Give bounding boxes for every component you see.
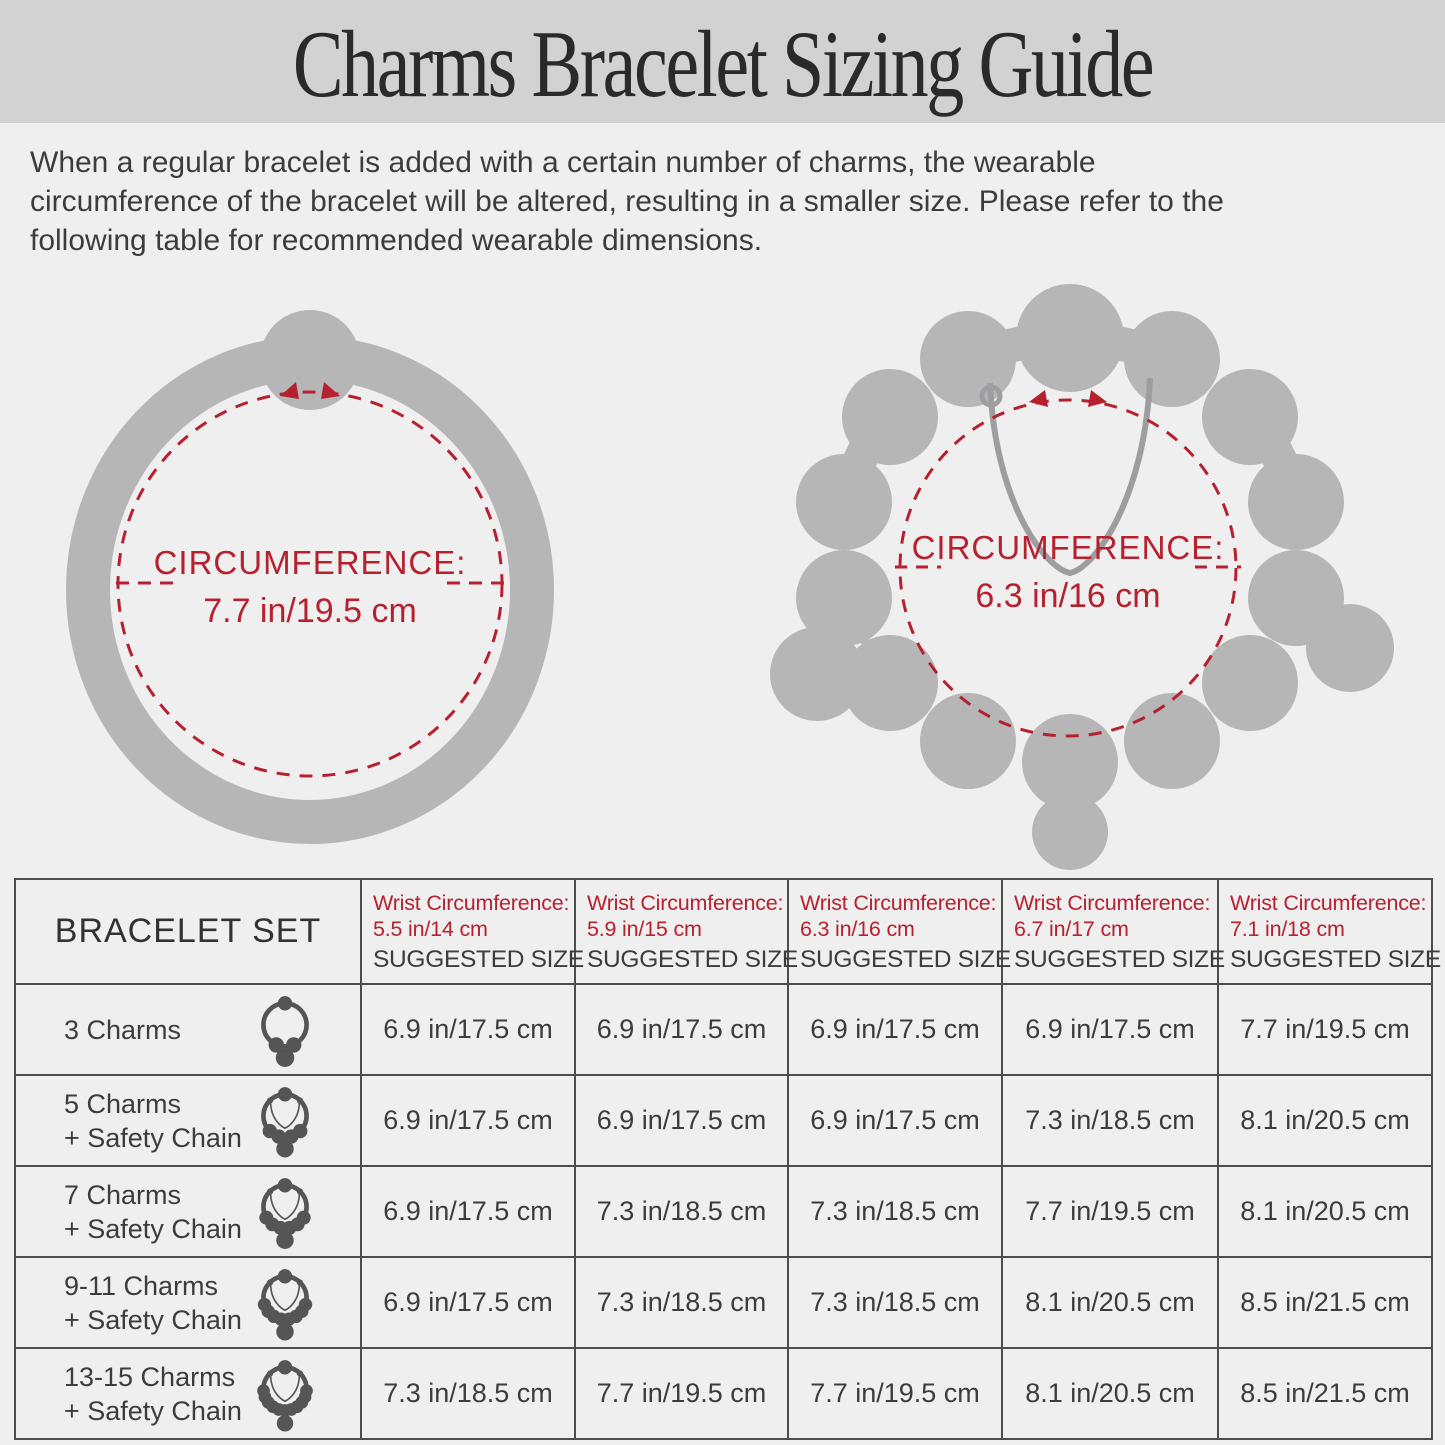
intro-line: circumference of the bracelet will be altered, resulting in a smaller size. Please refer to the bbox=[30, 185, 1224, 218]
suggested-size-label: SUGGESTED SIZE bbox=[800, 946, 1011, 973]
page-title: Charms Bracelet Sizing Guide bbox=[292, 11, 1153, 117]
column-header-5 bbox=[1218, 879, 1441, 984]
size-cell: 7.3 in/18.5 cm bbox=[361, 1348, 575, 1439]
circumference-dashed-circle bbox=[118, 392, 502, 776]
bracelet-9-11-charms-icon bbox=[254, 1265, 316, 1341]
table-row bbox=[15, 1257, 1432, 1348]
column-header-bracelet-set: BRACELET SET bbox=[15, 879, 361, 984]
size-cell: 7.3 in/18.5 cm bbox=[575, 1257, 788, 1348]
size-cell: 6.9 in/17.5 cm bbox=[361, 1257, 575, 1348]
intro-text bbox=[30, 143, 1429, 260]
bracelet-set-cell bbox=[15, 1166, 361, 1257]
size-cell: 6.9 in/17.5 cm bbox=[575, 984, 788, 1075]
wrist-circumference-label: Wrist Circumference: bbox=[1014, 891, 1211, 915]
size-cell: 6.9 in/17.5 cm bbox=[361, 1166, 575, 1257]
wrist-circumference-value: 5.5 in/14 cm bbox=[373, 917, 488, 941]
size-cell: 8.5 in/21.5 cm bbox=[1218, 1348, 1432, 1439]
bracelet-ring bbox=[88, 358, 532, 822]
table-row bbox=[15, 1348, 1432, 1439]
size-cell: 8.1 in/20.5 cm bbox=[1218, 1166, 1432, 1257]
bracelet-set-label: 5 Charms + Safety Chain bbox=[64, 1088, 242, 1153]
size-cell: 6.9 in/17.5 cm bbox=[361, 984, 575, 1075]
suggested-size-label: SUGGESTED SIZE bbox=[587, 946, 798, 973]
table-header-row bbox=[15, 879, 1432, 984]
column-header-1 bbox=[361, 879, 584, 984]
wrist-circumference-label: Wrist Circumference: bbox=[587, 891, 784, 915]
column-header-4 bbox=[1002, 879, 1225, 984]
bracelet-set-label: 7 Charms + Safety Chain bbox=[64, 1179, 242, 1244]
header-banner bbox=[0, 0, 1445, 123]
circumference-value: 6.3 in/16 cm bbox=[975, 577, 1161, 615]
wrist-circumference-value: 5.9 in/15 cm bbox=[587, 917, 702, 941]
bracelet-7-charms-icon bbox=[254, 1174, 316, 1250]
bracelet-set-cell bbox=[15, 984, 361, 1075]
charm-bracelet-figure bbox=[745, 278, 1400, 870]
size-cell: 7.7 in/19.5 cm bbox=[1218, 984, 1432, 1075]
wrist-circumference-label: Wrist Circumference: bbox=[800, 891, 997, 915]
plain-bracelet-figure bbox=[60, 282, 570, 872]
size-cell: 7.7 in/19.5 cm bbox=[1002, 1166, 1218, 1257]
bracelet-set-cell bbox=[15, 1075, 361, 1166]
bracelet-clasp bbox=[260, 310, 360, 410]
circumference-label: CIRCUMFERENCE: bbox=[153, 544, 467, 581]
size-cell: 7.7 in/19.5 cm bbox=[575, 1348, 788, 1439]
table-row bbox=[15, 1075, 1432, 1166]
bracelet-13-15-charms-icon bbox=[254, 1356, 316, 1432]
size-cell: 7.7 in/19.5 cm bbox=[788, 1348, 1002, 1439]
size-cell: 6.9 in/17.5 cm bbox=[575, 1075, 788, 1166]
circumference-label: CIRCUMFERENCE: bbox=[911, 529, 1225, 566]
table-row bbox=[15, 984, 1432, 1075]
intro-line: following table for recommended wearable dimensions. bbox=[30, 224, 763, 257]
size-cell: 6.9 in/17.5 cm bbox=[788, 984, 1002, 1075]
column-header-2 bbox=[575, 879, 798, 984]
wrist-circumference-value: 7.1 in/18 cm bbox=[1230, 917, 1345, 941]
wrist-circumference-label: Wrist Circumference: bbox=[373, 891, 570, 915]
size-cell: 8.1 in/20.5 cm bbox=[1002, 1257, 1218, 1348]
size-cell: 7.3 in/18.5 cm bbox=[788, 1257, 1002, 1348]
bracelet-set-label: 13-15 Charms + Safety Chain bbox=[64, 1361, 242, 1426]
size-cell: 7.3 in/18.5 cm bbox=[788, 1166, 1002, 1257]
size-cell: 6.9 in/17.5 cm bbox=[788, 1075, 1002, 1166]
size-cell: 8.1 in/20.5 cm bbox=[1002, 1348, 1218, 1439]
bracelet-set-cell bbox=[15, 1348, 361, 1439]
bracelet-5-charms-icon bbox=[254, 1083, 316, 1159]
size-cell: 8.1 in/20.5 cm bbox=[1218, 1075, 1432, 1166]
suggested-size-label: SUGGESTED SIZE bbox=[373, 946, 584, 973]
size-cell: 7.3 in/18.5 cm bbox=[1002, 1075, 1218, 1166]
intro-line: When a regular bracelet is added with a certain number of charms, the wearable bbox=[30, 146, 1096, 179]
size-cell: 7.3 in/18.5 cm bbox=[575, 1166, 788, 1257]
measure-arrow bbox=[1029, 390, 1048, 407]
suggested-size-label: SUGGESTED SIZE bbox=[1014, 946, 1225, 973]
wrist-circumference-value: 6.7 in/17 cm bbox=[1014, 917, 1129, 941]
bracelet-set-cell bbox=[15, 1257, 361, 1348]
size-cell: 8.5 in/21.5 cm bbox=[1218, 1257, 1432, 1348]
circumference-value: 7.7 in/19.5 cm bbox=[203, 592, 417, 630]
column-header-3 bbox=[788, 879, 1011, 984]
circumference-dashed-circle bbox=[900, 400, 1236, 736]
wrist-circumference-value: 6.3 in/16 cm bbox=[800, 917, 915, 941]
bracelet-3-charms-icon bbox=[254, 992, 316, 1068]
sizing-table bbox=[14, 878, 1441, 1440]
suggested-size-label: SUGGESTED SIZE bbox=[1230, 946, 1441, 973]
measure-arrow bbox=[1088, 390, 1107, 407]
bracelet-set-label: 3 Charms bbox=[64, 1014, 182, 1045]
size-cell: 6.9 in/17.5 cm bbox=[1002, 984, 1218, 1075]
size-cell: 6.9 in/17.5 cm bbox=[361, 1075, 575, 1166]
wrist-circumference-label: Wrist Circumference: bbox=[1230, 891, 1427, 915]
bracelet-set-label: 9-11 Charms + Safety Chain bbox=[64, 1270, 242, 1335]
table-row bbox=[15, 1166, 1432, 1257]
